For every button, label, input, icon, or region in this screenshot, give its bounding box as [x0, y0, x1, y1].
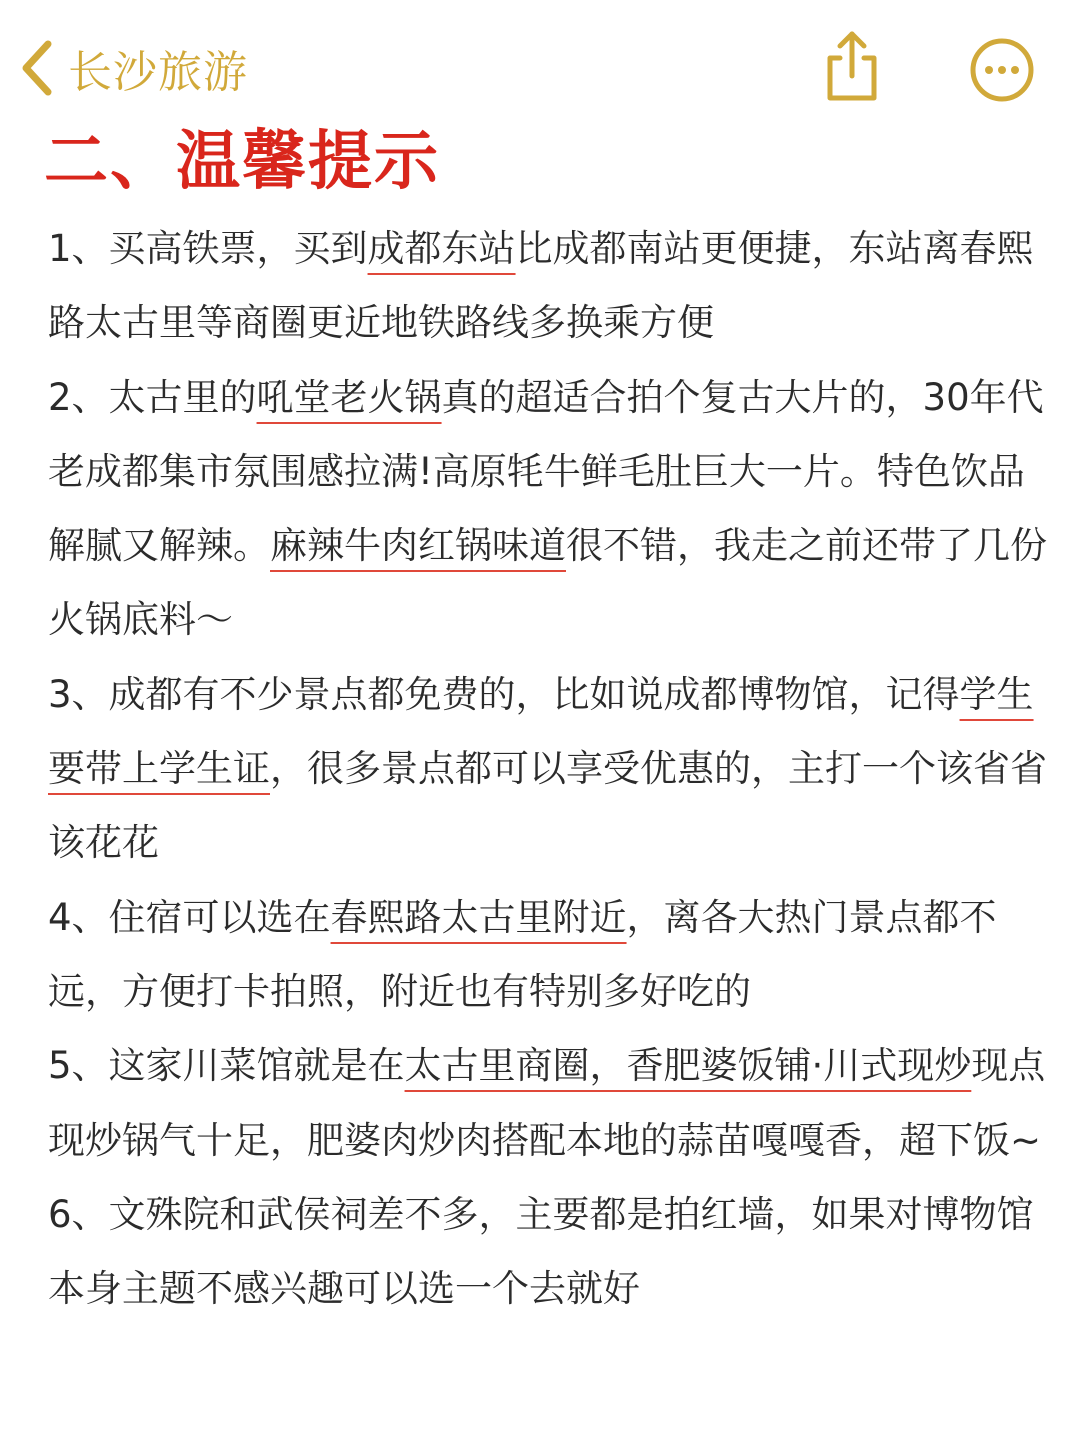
tip-item-4 — [48, 881, 1048, 1030]
tip-text: 4、住宿可以选在 — [48, 895, 331, 939]
tip-item-5 — [48, 1029, 1048, 1178]
highlighted-text: 成都东站 — [367, 227, 516, 270]
tips-list — [48, 212, 1048, 1326]
back-label: 长沙旅游 — [68, 47, 248, 98]
highlighted-text: 学生要带上学生证 — [48, 672, 1034, 791]
highlighted-text: 春熙路太古里附近 — [330, 895, 627, 939]
tip-item-2 — [48, 361, 1048, 658]
top-navigation-bar — [0, 0, 1080, 120]
tip-text: 真的超适合拍个复古大片的，30年代老成都集市氛围感拉满!高原牦牛鲜毛肚巨大一片。特色饮品解腻又解辣。 — [48, 375, 1044, 568]
tip-text: 5、这家川菜馆就是在 — [48, 1044, 405, 1088]
highlighted-text: 吼堂老火锅 — [256, 375, 442, 419]
tip-text: 很不错，我走之前还带了几份火锅底料～ — [48, 524, 1047, 642]
back-button[interactable] — [18, 30, 248, 106]
tip-text: 现点现炒锅气十足，肥婆肉炒肉搭配本地的蒜苗嘎嘎香，超下饭~ — [48, 1044, 1046, 1162]
more-icon — [968, 89, 1036, 108]
chevron-left-icon — [18, 38, 54, 98]
highlighted-text: 太古里商圈，香肥婆饭铺·川式现炒 — [404, 1044, 972, 1088]
share-icon — [818, 89, 886, 108]
tip-text: 比成都南站更便捷，东站离春熙路太古里等商圈更近地铁路线多换乘方便 — [48, 227, 1034, 345]
share-button[interactable] — [818, 28, 886, 104]
tip-text: ，很多景点都可以享受优惠的，主打一个该省省该花花 — [48, 747, 1047, 865]
tip-text: 3、成都有不少景点都免费的，比如说成都博物馆，记得 — [48, 672, 960, 716]
tip-item-6 — [48, 1178, 1048, 1327]
tip-text: 6、文殊院和武侯祠差不多，主要都是拍红墙，如果对博物馆本身主题不感兴趣可以选一个去就好 — [48, 1192, 1034, 1311]
tip-text: ，离各大热门景点都不远，方便打卡拍照，附近也有特别多好吃的 — [48, 895, 997, 1013]
more-options-button[interactable] — [968, 36, 1036, 104]
tip-item-3 — [48, 658, 1048, 881]
tip-text: 2、太古里的 — [48, 375, 257, 419]
tip-item-1 — [48, 212, 1048, 361]
highlighted-text: 麻辣牛肉红锅味道 — [270, 524, 566, 568]
section-heading: 二、温馨提示 — [44, 125, 440, 199]
tip-text: 1、买高铁票，买到 — [48, 227, 368, 270]
